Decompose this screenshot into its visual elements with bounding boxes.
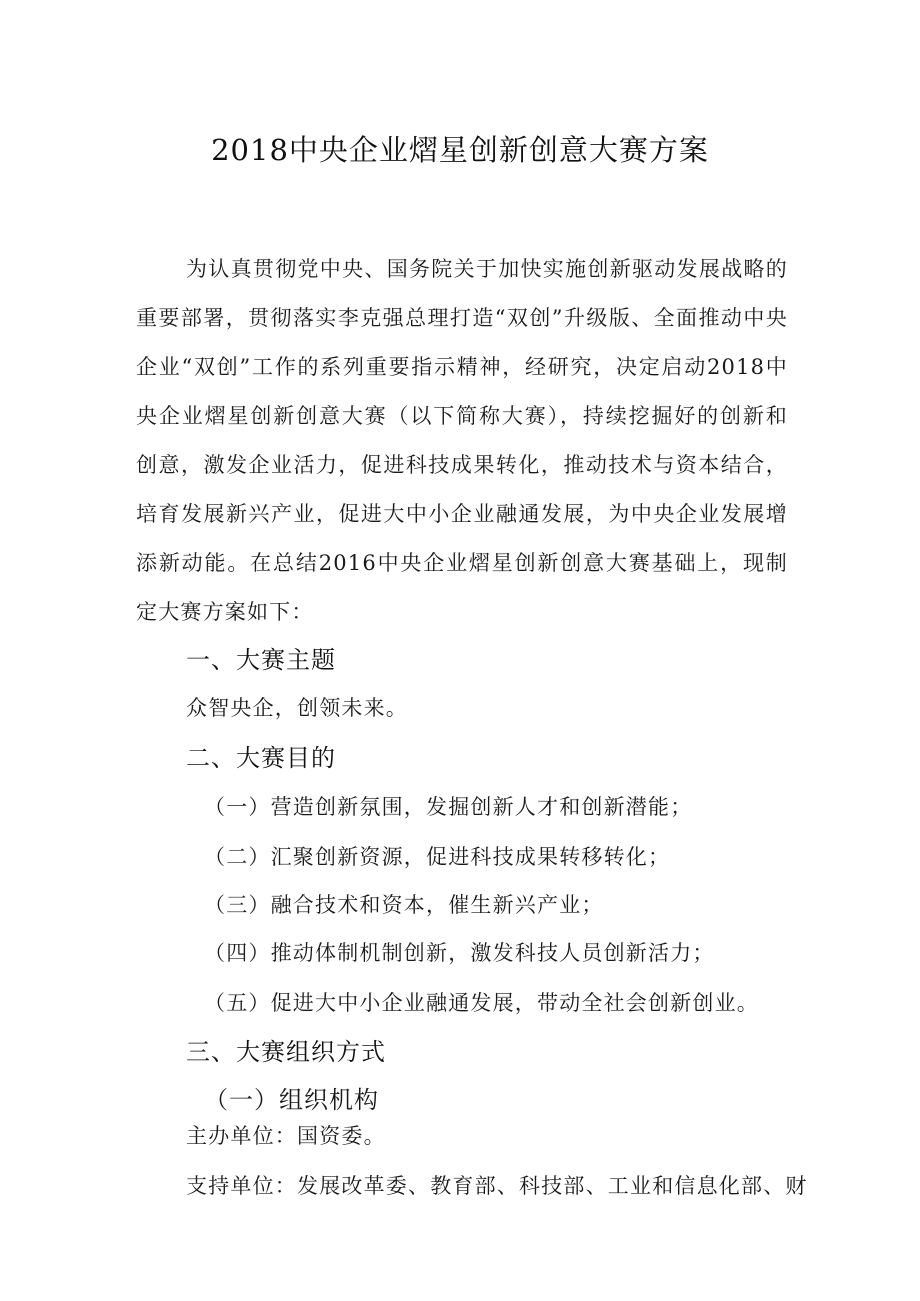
section-1-heading: 一、大赛主题: [186, 646, 336, 674]
section-1-text: 众智央企，创领未来。: [186, 696, 408, 720]
objective-item-3: （三）融合技术和资本，催生新兴产业；: [204, 893, 604, 917]
section-2-heading: 二、大赛目的: [186, 744, 336, 772]
section-3-heading: 三、大赛组织方式: [186, 1038, 386, 1066]
host-unit: 主办单位：国资委。: [186, 1124, 386, 1148]
intro-paragraph: 为认真贯彻党中央、国务院关于加快实施创新驱动发展战略的重要部署，贯彻落实李克强总理打造“双创”升级版、全面推动中央企业“双创”工作的系列重要指示精神，经研究，决定启动2018中央企业熠星创新创意大赛（以下简称大赛），持续挖掘好的创新和创意，激发企业活力，促进科技成果转化，推动技术与资本结合，培育发展新兴产业，促进大中小企业融通发展，为中央企业发展增添新动能。在总结2016中央企业熠星创新创意大赛基础上，现制定大赛方案如下：: [136, 257, 788, 624]
section-3-sub-heading: （一）组织机构: [204, 1086, 379, 1114]
document-title: 2018中央企业熠星创新创意大赛方案: [211, 133, 709, 167]
objective-item-1: （一）营造创新氛围，发掘创新人才和创新潜能；: [204, 795, 693, 819]
objective-item-4: （四）推动体制机制创新，激发科技人员创新活力；: [204, 941, 715, 965]
objective-item-5: （五）促进大中小企业融通发展，带动全社会创新创业。: [204, 991, 759, 1015]
objective-item-2: （二）汇聚创新资源，促进科技成果转移转化；: [204, 845, 671, 869]
support-units: 支持单位：发展改革委、教育部、科技部、工业和信息化部、财: [186, 1174, 808, 1198]
